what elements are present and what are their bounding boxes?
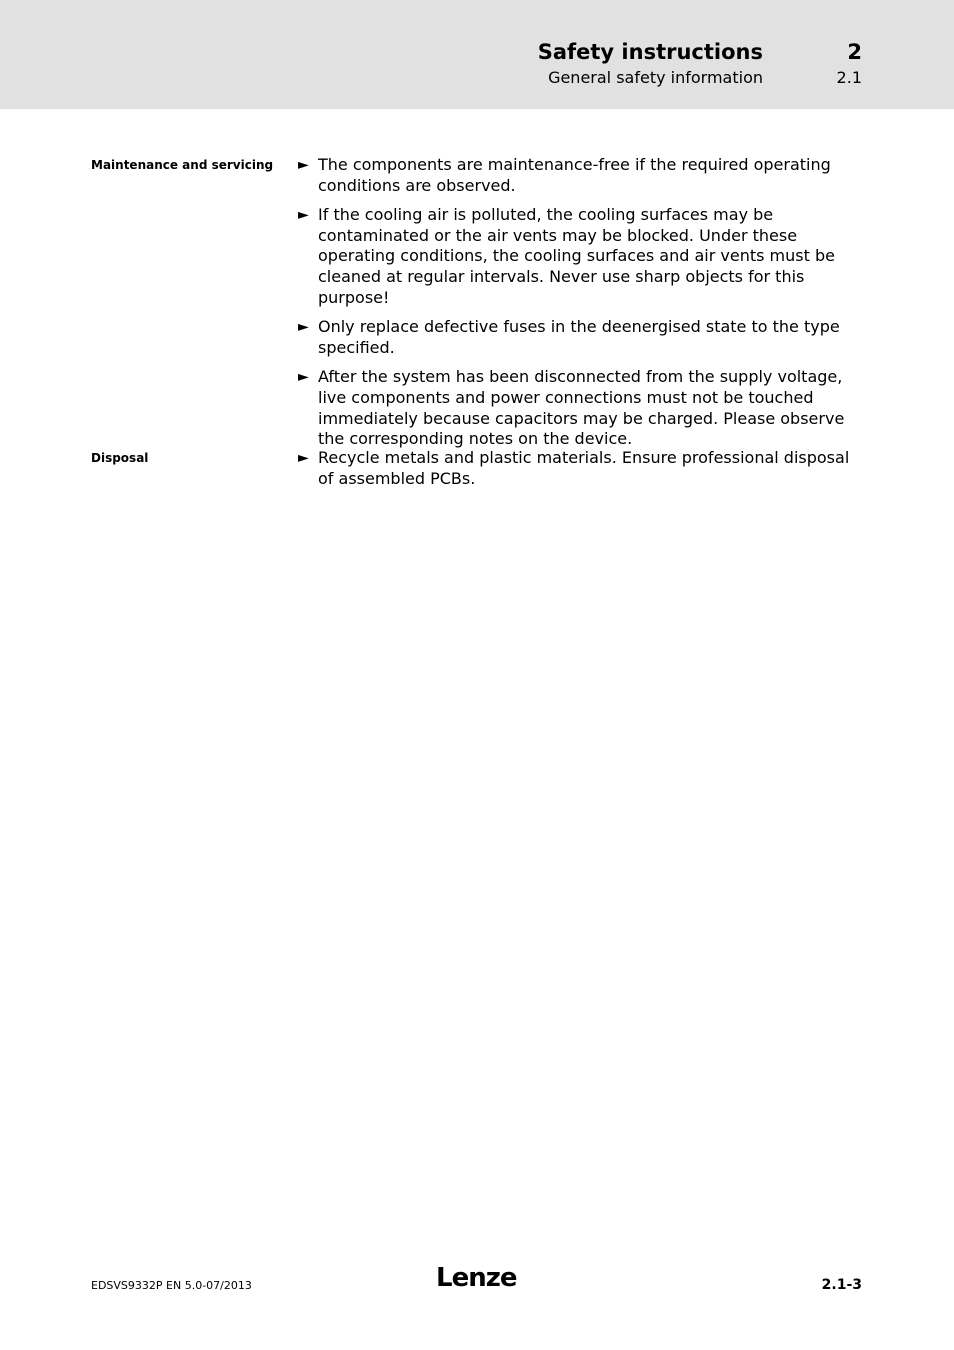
list-item-text: Only replace defective fuses in the deenergised state to the type specified.: [318, 317, 840, 357]
maintenance-list: [298, 155, 866, 459]
list-item-text: After the system has been disconnected from the supply voltage, live components and power connections must not be touched immediately because capacitors may be charged. Please observe the corresponding notes on the device.: [318, 367, 845, 449]
section-title: General safety information: [548, 68, 763, 87]
chapter-title: Safety instructions: [537, 40, 763, 64]
list-item: [298, 367, 866, 449]
list-item-text: Recycle metals and plastic materials. Ensure professional disposal of assembled PCBs.: [318, 448, 850, 488]
bullet-arrow-icon: ►: [298, 319, 309, 336]
maintenance-label: Maintenance and servicing: [91, 158, 274, 172]
section-number: 2.1: [836, 68, 862, 87]
bullet-arrow-icon: ►: [298, 369, 309, 386]
header-band: [0, 0, 954, 109]
list-item: [298, 448, 866, 489]
list-item-text: If the cooling air is polluted, the cooling surfaces may be contaminated or the air vents may be blocked. Under these operating conditions, the cooling surfaces and air vents must be cleaned at regular intervals. Never use sharp objects for this purpose!: [318, 205, 835, 307]
bullet-arrow-icon: ►: [298, 450, 309, 466]
chapter-number: 2: [847, 40, 862, 64]
disposal-list: [298, 448, 866, 498]
bullet-arrow-icon: ►: [298, 157, 309, 173]
footer-document-id: EDSVS9332P EN 5.0-07/2013: [91, 1279, 252, 1292]
bullet-arrow-icon: ►: [298, 207, 309, 224]
disposal-label: Disposal: [91, 451, 149, 465]
page-number: 2.1-3: [821, 1277, 862, 1293]
list-item: [298, 205, 866, 308]
list-item: [298, 317, 866, 358]
lenze-logo: Lenze: [436, 1263, 517, 1293]
list-item: [298, 155, 866, 196]
list-item-text: The components are maintenance-free if the required operating conditions are observed.: [318, 155, 831, 195]
